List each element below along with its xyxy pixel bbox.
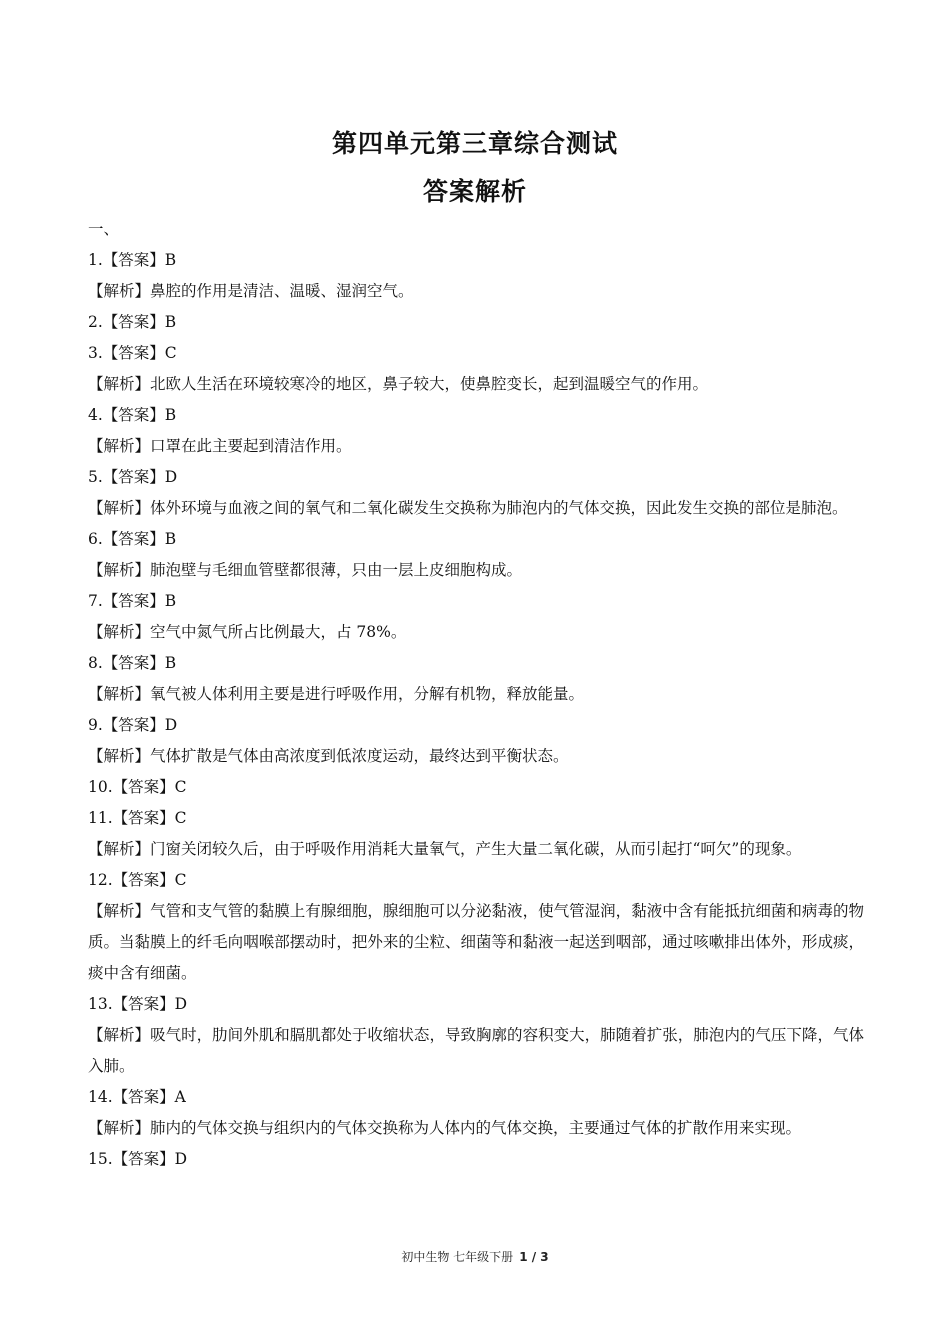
section-heading: 一、 xyxy=(88,220,120,238)
answer-line: 9.【答案】D xyxy=(88,716,178,734)
answer-line: 7.【答案】B xyxy=(88,592,177,610)
answer-line: 11.【答案】C xyxy=(88,809,187,827)
analysis-line: 【解析】鼻腔的作用是清洁、温暖、湿润空气。 xyxy=(88,282,414,300)
analysis-line: 【解析】门窗关闭较久后，由于呼吸作用消耗大量氧气，产生大量二氧化碳，从而引起打“呵欠”的现象。 xyxy=(88,840,802,858)
answer-line: 4.【答案】B xyxy=(88,406,177,424)
footer-label: 初中生物 七年级下册 xyxy=(401,1250,514,1264)
answer-line: 1.【答案】B xyxy=(88,251,177,269)
analysis-line: 【解析】气管和支气管的黏膜上有腺细胞，腺细胞可以分泌黏液，使气管湿润，黏液中含有能抵抗细菌和病毒的物质。当黏膜上的纤毛向咽喉部摆动时，把外来的尘粒、细菌等和黏液一起送到咽部，通过咳嗽排出体外，形成痰，痰中含有细菌。 xyxy=(88,902,864,982)
analysis-line: 【解析】肺泡壁与毛细血管壁都很薄，只由一层上皮细胞构成。 xyxy=(88,561,523,579)
answer-line: 14.【答案】A xyxy=(88,1088,186,1106)
answer-line: 5.【答案】D xyxy=(88,468,178,486)
page-footer xyxy=(0,1248,950,1265)
answer-line: 12.【答案】C xyxy=(88,871,187,889)
answer-line: 6.【答案】B xyxy=(88,530,177,548)
answer-line: 8.【答案】B xyxy=(88,654,177,672)
analysis-line: 【解析】体外环境与血液之间的氧气和二氧化碳发生交换称为肺泡内的气体交换，因此发生交换的部位是肺泡。 xyxy=(88,499,848,517)
analysis-line: 【解析】口罩在此主要起到清洁作用。 xyxy=(88,437,352,455)
answer-line: 10.【答案】C xyxy=(88,778,187,796)
answer-line: 13.【答案】D xyxy=(88,995,188,1013)
answer-body xyxy=(88,214,864,1175)
answer-line: 3.【答案】C xyxy=(88,344,177,362)
analysis-line: 【解析】吸气时，肋间外肌和膈肌都处于收缩状态，导致胸廓的容积变大，肺随着扩张，肺泡内的气压下降，气体入肺。 xyxy=(88,1026,864,1075)
analysis-line: 【解析】氧气被人体利用主要是进行呼吸作用，分解有机物，释放能量。 xyxy=(88,685,585,703)
document-title: 第四单元第三章综合测试 xyxy=(331,129,618,158)
document-subtitle: 答案解析 xyxy=(422,177,527,206)
analysis-line: 【解析】空气中氮气所占比例最大，占 78%。 xyxy=(88,623,407,641)
page-number: 1 / 3 xyxy=(519,1250,549,1264)
analysis-line: 【解析】肺内的气体交换与组织内的气体交换称为人体内的气体交换，主要通过气体的扩散作用来实现。 xyxy=(88,1119,802,1137)
analysis-line: 【解析】气体扩散是气体由高浓度到低浓度运动，最终达到平衡状态。 xyxy=(88,747,569,765)
analysis-line: 【解析】北欧人生活在环境较寒冷的地区，鼻子较大，使鼻腔变长，起到温暖空气的作用。 xyxy=(88,375,709,393)
answer-line: 2.【答案】B xyxy=(88,313,177,331)
answer-line: 15.【答案】D xyxy=(88,1150,188,1168)
